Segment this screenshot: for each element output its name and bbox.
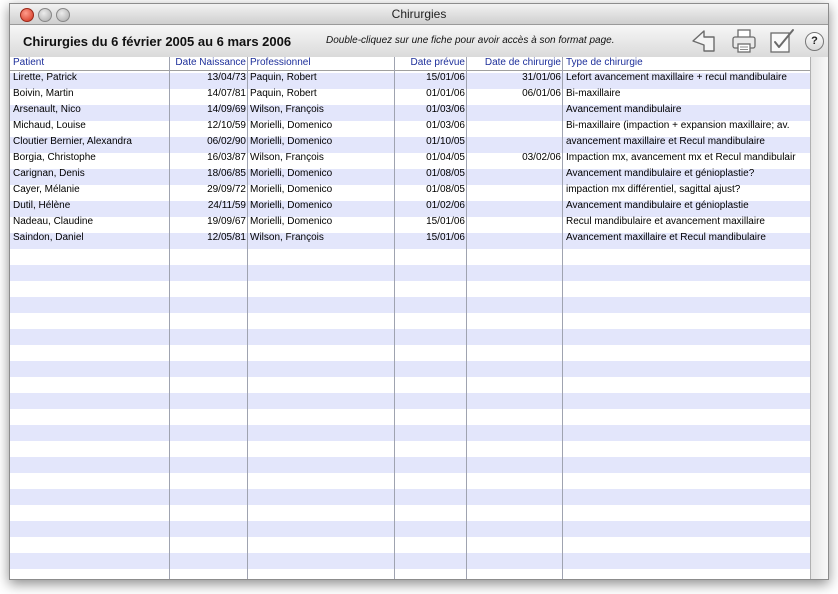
hint-text: Double-cliquez sur une fiche pour avoir accès à son format page.: [326, 35, 615, 46]
vertical-scrollbar[interactable]: [810, 57, 829, 579]
table-row[interactable]: [10, 214, 810, 230]
cell-birthdate: 24/11/59: [207, 200, 246, 211]
cell-surgery-date: 06/01/06: [522, 88, 561, 99]
cell-planned-date: 01/02/06: [426, 200, 465, 211]
col-header-surgery-type[interactable]: Type de chirurgie: [566, 57, 643, 68]
table-row[interactable]: [10, 198, 810, 214]
cell-surgery-type: Avancement maxillaire et Recul mandibulaire: [566, 232, 766, 243]
table-row[interactable]: [10, 150, 810, 166]
cell-birthdate: 12/10/59: [207, 120, 246, 131]
cell-birthdate: 18/06/85: [207, 168, 246, 179]
cell-planned-date: 01/03/06: [426, 120, 465, 131]
col-header-professional[interactable]: Professionnel: [250, 57, 311, 68]
cell-planned-date: 15/01/06: [426, 216, 465, 227]
cell-professional: Wilson, François: [250, 152, 324, 163]
cell-patient: Cayer, Mélanie: [13, 184, 80, 195]
table-row[interactable]: [10, 86, 810, 102]
cell-surgery-type: avancement maxillaire et Recul mandibulaire: [566, 136, 765, 147]
page-title: Chirurgies du 6 février 2005 au 6 mars 2006: [23, 34, 292, 49]
cell-birthdate: 16/03/87: [207, 152, 246, 163]
cell-patient: Boivin, Martin: [13, 88, 74, 99]
cell-professional: Morielli, Domenico: [250, 120, 333, 131]
cell-planned-date: 01/01/06: [426, 88, 465, 99]
table-row[interactable]: [10, 70, 810, 86]
cell-patient: Michaud, Louise: [13, 120, 86, 131]
cell-surgery-type: Avancement mandibulaire: [566, 104, 682, 115]
cell-patient: Cloutier Bernier, Alexandra: [13, 136, 132, 147]
col-header-birthdate[interactable]: Date Naissance: [175, 57, 246, 68]
table-row[interactable]: [10, 134, 810, 150]
window: [9, 3, 829, 580]
cell-planned-date: 01/08/05: [426, 168, 465, 179]
col-header-planned-date[interactable]: Date prévue: [410, 57, 465, 68]
help-icon[interactable]: ?: [805, 32, 824, 51]
table-row[interactable]: [10, 118, 810, 134]
table-row[interactable]: [10, 230, 810, 246]
cell-patient: Saindon, Daniel: [13, 232, 84, 243]
printer-icon: [730, 27, 758, 55]
cell-professional: Wilson, François: [250, 104, 324, 115]
cell-professional: Morielli, Domenico: [250, 184, 333, 195]
cell-birthdate: 12/05/81: [207, 232, 246, 243]
surgery-table[interactable]: [10, 57, 828, 579]
header-bar: [10, 25, 828, 58]
cell-birthdate: 19/09/67: [207, 216, 246, 227]
cell-surgery-type: impaction mx différentiel, sagittal ajust?: [566, 184, 741, 195]
cell-birthdate: 14/09/69: [207, 104, 246, 115]
col-header-surgery-date[interactable]: Date de chirurgie: [484, 57, 561, 68]
title-bar[interactable]: [10, 4, 828, 25]
checklist-icon: [768, 27, 796, 55]
cell-birthdate: 29/09/72: [207, 184, 246, 195]
cell-surgery-date: 03/02/06: [522, 152, 561, 163]
cell-patient: Nadeau, Claudine: [13, 216, 94, 227]
print-button[interactable]: [730, 27, 758, 55]
cell-professional: Paquin, Robert: [250, 88, 317, 99]
cell-professional: Wilson, François: [250, 232, 324, 243]
table-header: [10, 57, 810, 71]
cell-planned-date: 01/10/05: [426, 136, 465, 147]
cell-patient: Borgia, Christophe: [13, 152, 96, 163]
cell-professional: Morielli, Domenico: [250, 216, 333, 227]
back-arrow-icon: [690, 27, 718, 55]
table-row[interactable]: [10, 182, 810, 198]
cell-surgery-type: Bi-maxillaire (impaction + expansion maxillaire; av.: [566, 120, 790, 131]
cell-planned-date: 15/01/06: [426, 232, 465, 243]
cell-patient: Lirette, Patrick: [13, 72, 77, 83]
cell-birthdate: 06/02/90: [207, 136, 246, 147]
table-row[interactable]: [10, 102, 810, 118]
validate-button[interactable]: [768, 27, 796, 55]
cell-professional: Paquin, Robert: [250, 72, 317, 83]
cell-surgery-type: Avancement mandibulaire et génioplastie?: [566, 168, 755, 179]
cell-planned-date: 01/08/05: [426, 184, 465, 195]
cell-birthdate: 14/07/81: [207, 88, 246, 99]
cell-patient: Carignan, Denis: [13, 168, 85, 179]
cell-professional: Morielli, Domenico: [250, 168, 333, 179]
cell-patient: Arsenault, Nico: [13, 104, 81, 115]
cell-professional: Morielli, Domenico: [250, 200, 333, 211]
cell-professional: Morielli, Domenico: [250, 136, 333, 147]
table-row[interactable]: [10, 166, 810, 182]
back-button[interactable]: [690, 27, 718, 55]
cell-planned-date: 01/03/06: [426, 104, 465, 115]
cell-surgery-type: Avancement mandibulaire et génioplastie: [566, 200, 749, 211]
window-title: Chirurgies: [391, 7, 447, 21]
cell-planned-date: 15/01/06: [426, 72, 465, 83]
cell-patient: Dutil, Hélène: [13, 200, 71, 211]
cell-surgery-type: Bi-maxillaire: [566, 88, 621, 99]
cell-surgery-date: 31/01/06: [522, 72, 561, 83]
cell-surgery-type: Recul mandibulaire et avancement maxillaire: [566, 216, 765, 227]
cell-birthdate: 13/04/73: [207, 72, 246, 83]
col-header-patient[interactable]: Patient: [13, 57, 45, 68]
cell-surgery-type: Lefort avancement maxillaire + recul mandibulaire: [566, 72, 787, 83]
cell-planned-date: 01/04/05: [426, 152, 465, 163]
cell-surgery-type: Impaction mx, avancement mx et Recul mandibulair: [566, 152, 796, 163]
